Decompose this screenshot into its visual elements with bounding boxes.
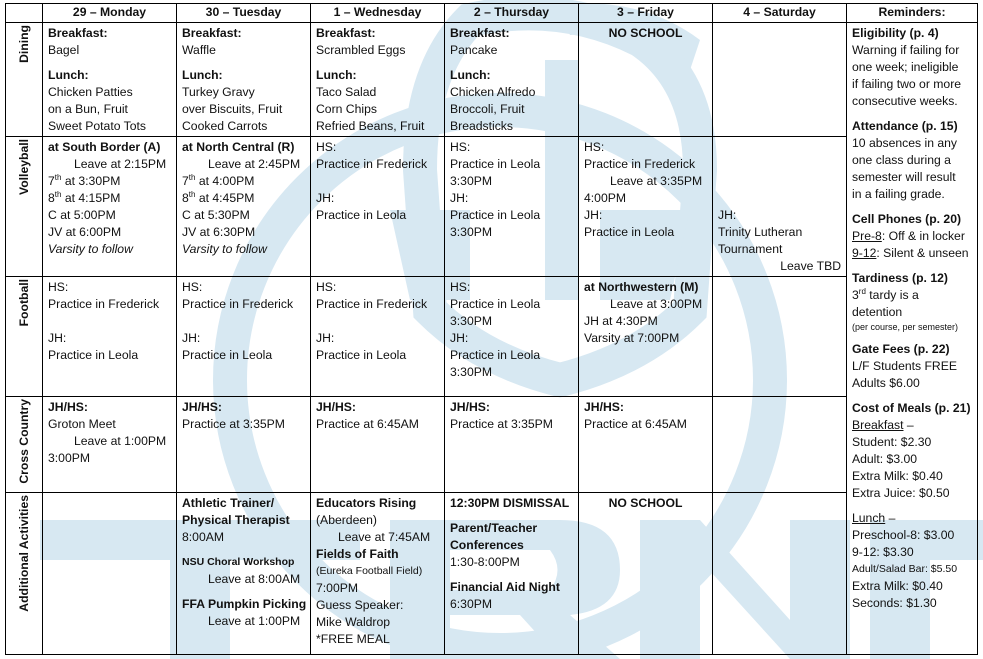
cross-country-wednesday: JH/HS: Practice at 6:45AM (311, 397, 445, 493)
football-tuesday: HS: Practice in Frederick JH: Practice in Leola (177, 277, 311, 397)
dining-friday: NO SCHOOL (579, 23, 713, 137)
cross-country-tuesday: JH/HS: Practice at 3:35PM (177, 397, 311, 493)
volleyball-tuesday: at North Central (R) Leave at 2:45PM 7th at 4:00PM 8th at 4:45PM C at 5:30PM JV at 6:30PM Varsity to follow (177, 137, 311, 277)
additional-monday (43, 493, 177, 655)
additional-thursday: 12:30PM DISMISSAL Parent/Teacher Conferences 1:30-8:00PM Financial Aid Night 6:30PM (445, 493, 579, 655)
football-saturday (713, 277, 847, 397)
header-wednesday: 1 – Wednesday (311, 4, 445, 23)
dining-thursday: Breakfast: Pancake Lunch: Chicken Alfredo Broccoli, Fruit Breadsticks (445, 23, 579, 137)
reminder-cellphones-title: Cell Phones (p. 20) (852, 212, 962, 226)
row-football (6, 277, 978, 397)
volleyball-wednesday: HS: Practice in Frederick JH: Practice in Leola (311, 137, 445, 277)
category-additional-activities: Additional Activities (6, 493, 43, 655)
category-cross-country: Cross Country (6, 397, 43, 493)
volleyball-saturday: JH: Trinity Lutheran Tournament Leave TBD (713, 137, 847, 277)
header-tuesday: 30 – Tuesday (177, 4, 311, 23)
football-friday: at Northwestern (M) Leave at 3:00PM JH at 4:30PM Varsity at 7:00PM (579, 277, 713, 397)
additional-wednesday: Educators Rising (Aberdeen) Leave at 7:45AM Fields of Faith (Eureka Football Field) 7:00PM Guess Speaker: Mike Waldrop *FREE MEAL (311, 493, 445, 655)
weekly-schedule-table (5, 3, 978, 655)
header-thursday: 2 – Thursday (445, 4, 579, 23)
reminder-eligibility-title: Eligibility (p. 4) (852, 26, 939, 40)
category-dining: Dining (6, 23, 43, 137)
dining-monday: Breakfast: Bagel Lunch: Chicken Patties on a Bun, Fruit Sweet Potato Tots (43, 23, 177, 137)
reminder-tardiness-title: Tardiness (p. 12) (852, 271, 948, 285)
header-monday: 29 – Monday (43, 4, 177, 23)
header-friday: 3 – Friday (579, 4, 713, 23)
row-additional-activities (6, 493, 978, 655)
football-monday: HS: Practice in Frederick JH: Practice in Leola (43, 277, 177, 397)
dining-saturday (713, 23, 847, 137)
football-thursday: HS: Practice in Leola 3:30PM JH: Practice in Leola 3:30PM (445, 277, 579, 397)
additional-tuesday: Athletic Trainer/ Physical Therapist 8:00AM NSU Choral Workshop Leave at 8:00AM FFA Pumpkin Picking Leave at 1:00PM (177, 493, 311, 655)
cross-country-monday: JH/HS: Groton Meet Leave at 1:00PM 3:00PM (43, 397, 177, 493)
cross-country-saturday (713, 397, 847, 493)
dining-tuesday: Breakfast: Waffle Lunch: Turkey Gravy over Biscuits, Fruit Cooked Carrots (177, 23, 311, 137)
row-cross-country (6, 397, 978, 493)
reminders-panel: Eligibility (p. 4) Warning if failing for one week; ineligible if failing two or more consecutive weeks. Attendance (p. 15) 10 absences in any one class during a semester will result in a failing grade. Cell Phones (p. 20) Pre-8: Off & in locker 9-12: Silent & unseen Tardiness (p. 12) 3rd tardy is a detention (per course, per semester) Gate Fees (p. 22) L/F Students FREE Adults $6.00 Cost of Meals (p. 21) Breakfast – Student: $2.30 Adult: $3.00 Extra Milk: $0.40 Extra Juice: $0.50 Lunch – Preschool-8: $3.00 9-12: $3.30 Adult/Salad Bar: $5.50 Extra Milk: $0.40 Seconds: $1.30 (847, 23, 978, 655)
cross-country-thursday: JH/HS: Practice at 3:35PM (445, 397, 579, 493)
header-row (6, 4, 978, 23)
category-football: Football (6, 277, 43, 397)
reminder-meals-title: Cost of Meals (p. 21) (852, 401, 971, 415)
header-reminders: Reminders: (847, 4, 978, 23)
volleyball-monday: at South Border (A) Leave at 2:15PM 7th at 3:30PM 8th at 4:15PM C at 5:00PM JV at 6:00PM Varsity to follow (43, 137, 177, 277)
corner-cell (6, 4, 43, 23)
additional-friday: NO SCHOOL (579, 493, 713, 655)
additional-saturday (713, 493, 847, 655)
header-saturday: 4 – Saturday (713, 4, 847, 23)
dining-wednesday: Breakfast: Scrambled Eggs Lunch: Taco Salad Corn Chips Refried Beans, Fruit (311, 23, 445, 137)
row-dining (6, 23, 978, 137)
cross-country-friday: JH/HS: Practice at 6:45AM (579, 397, 713, 493)
football-wednesday: HS: Practice in Frederick JH: Practice in Leola (311, 277, 445, 397)
volleyball-thursday: HS: Practice in Leola 3:30PM JH: Practice in Leola 3:30PM (445, 137, 579, 277)
reminder-gatefees-title: Gate Fees (p. 22) (852, 342, 950, 356)
volleyball-friday: HS: Practice in Frederick Leave at 3:35PM 4:00PM JH: Practice in Leola (579, 137, 713, 277)
reminder-attendance-title: Attendance (p. 15) (852, 119, 958, 133)
category-volleyball: Volleyball (6, 137, 43, 277)
row-volleyball (6, 137, 978, 277)
